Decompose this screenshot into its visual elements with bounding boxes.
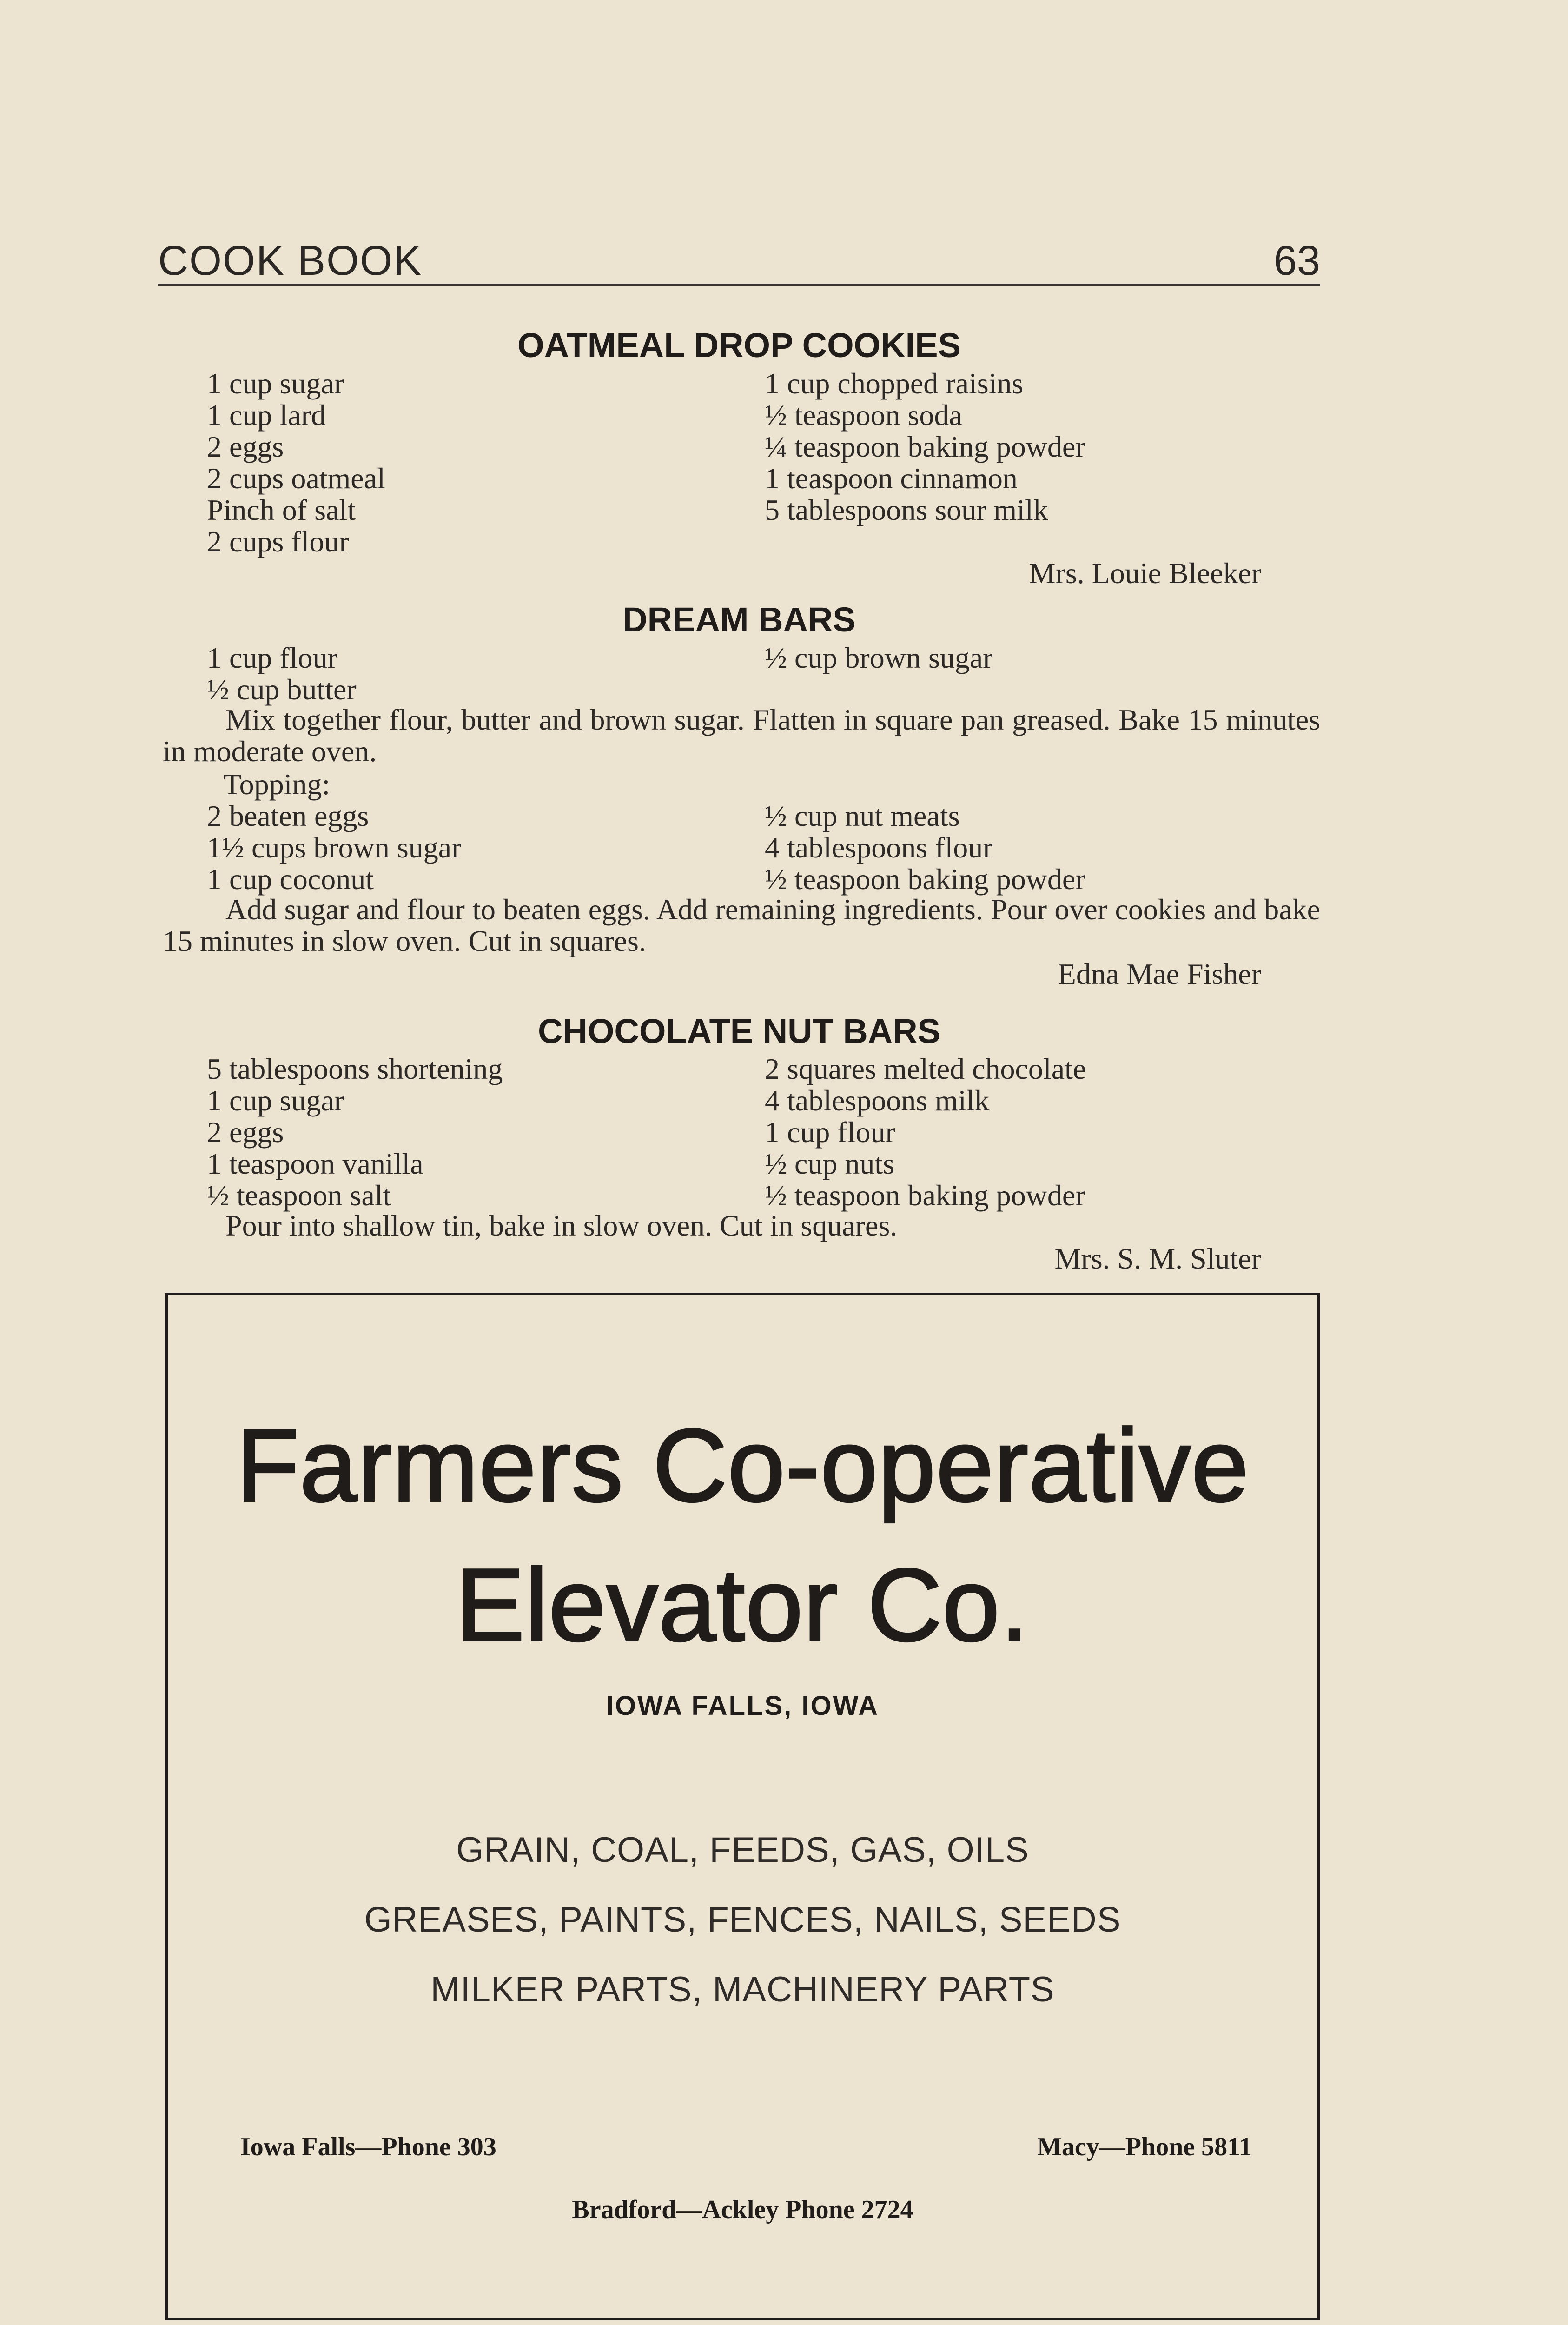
ingredient: 1 cup sugar	[207, 367, 344, 400]
ingredient: 1 cup flour	[765, 1116, 895, 1149]
ad-goods-line: GRAIN, COAL, FEEDS, GAS, OILS	[456, 1830, 1029, 1870]
ingredient: 1 teaspoon vanilla	[207, 1147, 423, 1180]
ingredient: 2 cups oatmeal	[207, 462, 385, 495]
ingredient: 4 tablespoons milk	[765, 1084, 990, 1117]
ad-company-name-line2: Elevator Co.	[456, 1548, 1030, 1663]
ingredient: ¼ teaspoon baking powder	[765, 430, 1085, 463]
ingredient: ½ cup nuts	[765, 1147, 895, 1180]
ingredient: ½ cup brown sugar	[765, 641, 993, 674]
page-number: 63	[1273, 238, 1320, 284]
ingredient: ½ teaspoon baking powder	[765, 863, 1085, 896]
recipe-title-oatmeal: OATMEAL DROP COOKIES	[517, 326, 961, 365]
topping-label: Topping:	[223, 768, 331, 801]
recipe-signature: Edna Mae Fisher	[1058, 957, 1261, 990]
ingredient: 4 tablespoons flour	[765, 831, 993, 864]
ad-phone-iowa-falls: Iowa Falls—Phone 303	[240, 2132, 496, 2161]
page-header	[158, 228, 1320, 286]
ingredient: 1 teaspoon cinnamon	[765, 462, 1018, 495]
ingredient: ½ teaspoon baking powder	[765, 1179, 1085, 1212]
recipe-title-dream-bars: DREAM BARS	[622, 600, 856, 639]
ingredient: 2 squares melted chocolate	[765, 1052, 1086, 1085]
recipe-signature: Mrs. Louie Bleeker	[1029, 557, 1261, 590]
ad-company-name-line1: Farmers Co-operative	[236, 1408, 1249, 1523]
ingredient: ½ teaspoon salt	[207, 1179, 391, 1212]
ingredient: 1½ cups brown sugar	[207, 831, 462, 864]
recipe-directions: Pour into shallow tin, bake in slow oven. Cut in squares.	[225, 1209, 898, 1242]
advertisement	[165, 1293, 1320, 2320]
recipe-directions: Add sugar and flour to beaten eggs. Add remaining ingredients. Pour over cookies and bake 15 minutes in slow oven. Cut in squares.	[163, 893, 1320, 957]
ingredient: ½ cup butter	[207, 673, 357, 706]
ingredient: Pinch of salt	[207, 493, 356, 526]
ingredient: 5 tablespoons shortening	[207, 1052, 503, 1085]
ingredient: 5 tablespoons sour milk	[765, 493, 1048, 526]
ingredient: ½ teaspoon soda	[765, 399, 962, 432]
recipe-signature: Mrs. S. M. Sluter	[1054, 1242, 1261, 1275]
ingredient: 1 cup lard	[207, 399, 326, 432]
ad-phone-bradford: Bradford—Ackley Phone 2724	[572, 2195, 913, 2224]
ad-phone-macy: Macy—Phone 5811	[1037, 2132, 1252, 2161]
header-title: COOK BOOK	[158, 238, 423, 284]
ingredient: 1 cup flour	[207, 641, 337, 674]
ingredient: 2 cups flour	[207, 525, 349, 558]
ad-goods-line: MILKER PARTS, MACHINERY PARTS	[430, 1970, 1055, 2009]
ad-goods-line: GREASES, PAINTS, FENCES, NAILS, SEEDS	[364, 1900, 1121, 1940]
ingredient: 2 beaten eggs	[207, 799, 369, 832]
recipe-directions: Mix together flour, butter and brown sugar. Flatten in square pan greased. Bake 15 minutes in moderate oven.	[163, 703, 1320, 768]
ad-city: IOWA FALLS, IOWA	[606, 1691, 880, 1721]
ingredient: 1 cup sugar	[207, 1084, 344, 1117]
recipe-title-chocolate-nut-bars: CHOCOLATE NUT BARS	[537, 1012, 941, 1050]
ingredient: 1 cup coconut	[207, 863, 374, 896]
ingredient: 2 eggs	[207, 1116, 284, 1149]
ingredient: ½ cup nut meats	[765, 799, 960, 832]
ingredient: 2 eggs	[207, 430, 284, 463]
ingredient: 1 cup chopped raisins	[765, 367, 1024, 400]
